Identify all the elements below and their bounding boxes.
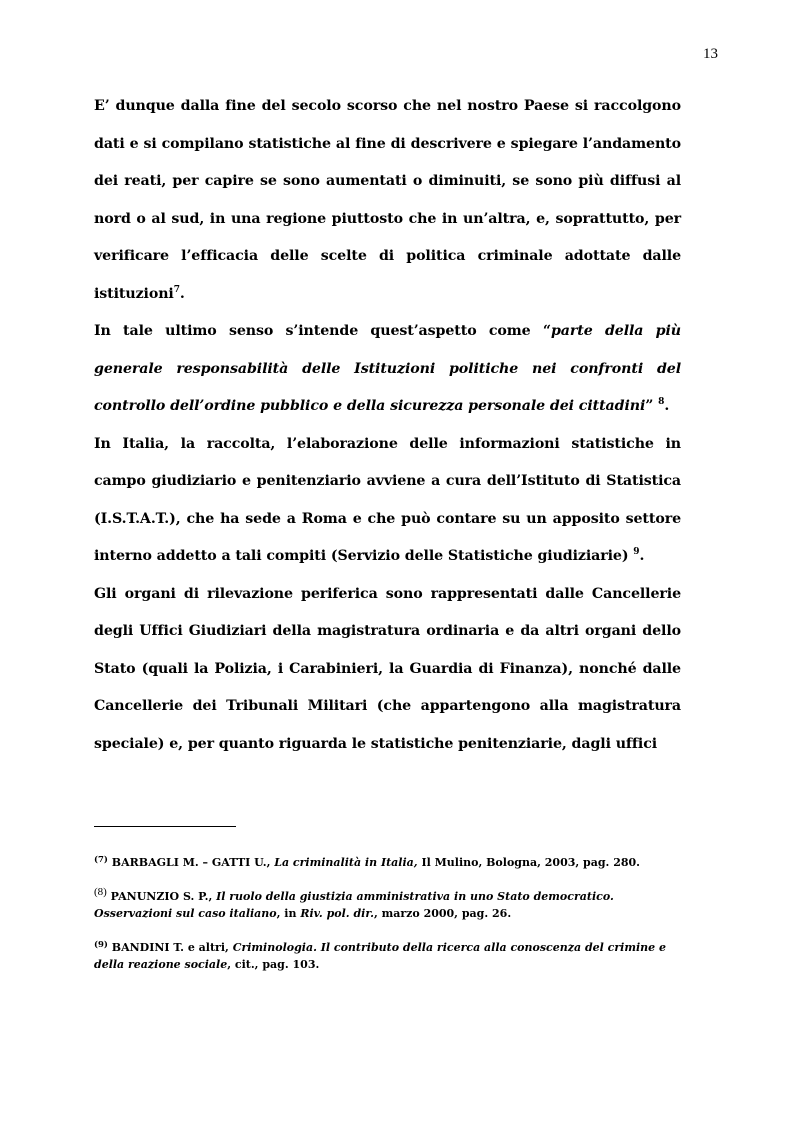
paragraph-text: Gli organi di rilevazione periferica sono rappresentati dalle Cancellerie degli Uffici Giudiziari della magistratura ordinaria e da altri organi dello Stato (quali la Polizia, i Carabinieri, la Guardia di Finanza), nonché dalle Cancellerie dei Tribunali Militari (che appartengono alla magistratura speciale) e, per quanto riguarda le statistiche penitenziarie, dagli uffici — [94, 585, 681, 752]
footnote-7 — [94, 854, 684, 871]
footnote-8 — [94, 888, 684, 922]
footnote-journal: Riv. pol. dir. — [300, 907, 374, 920]
footnotes — [94, 854, 684, 990]
paragraph-2 — [94, 313, 681, 426]
paragraph-end: . — [179, 285, 185, 302]
paragraph-text: In Italia, la raccolta, l’elaborazione delle informazioni statistiche in campo giudiziario e penitenziario avviene a cura dell’Istituto di Statistica (I.S.T.A.T.), che ha sede a Roma e che può contare su un apposito settore interno addetto a tali compiti (Servizio delle Statistiche giudiziarie) — [94, 435, 681, 564]
footnote-separator — [94, 826, 236, 827]
footnote-ref-9[interactable]: 9 — [633, 547, 640, 557]
footnote-9 — [94, 939, 684, 973]
paragraph-1 — [94, 88, 681, 313]
footnote-author: BANDINI T. e altri, — [107, 941, 233, 954]
footnote-ref-7[interactable]: 7 — [173, 284, 180, 295]
footnote-title: Criminologia. Il contributo della ricerca alla conoscenza del crimine e della reazione sociale — [94, 941, 666, 971]
footnote-title: Il ruolo della giustizia amministrativa in uno Stato democratico. Osservazioni sul caso italiano — [94, 890, 614, 920]
footnote-ref-8[interactable]: 8 — [658, 397, 665, 407]
paragraph-end: . — [639, 548, 645, 564]
footnote-mark: (9) — [94, 940, 108, 950]
footnote-mark: (7) — [94, 855, 108, 865]
quoted-text: parte della più generale responsabilità delle Istituzioni politiche nei confronti del controllo dell’ordine pubblico e della sicurezza personale dei cittadini — [94, 323, 682, 414]
footnote-rest: Il Mulino, Bologna, 2003, pag. 280. — [417, 856, 640, 869]
footnote-author: PANUNZIO S. P., — [106, 890, 217, 903]
paragraph-end: . — [664, 398, 670, 414]
page-number: 13 — [703, 46, 718, 62]
footnote-rest: , marzo 2000, pag. 26. — [373, 907, 512, 920]
body-text — [94, 88, 681, 763]
footnote-mark: (8) — [94, 886, 107, 898]
paragraph-4 — [94, 576, 681, 764]
paragraph-text: E’ dunque dalla fine del secolo scorso che nel nostro Paese si raccolgono dati e si compilano statistiche al fine di descrivere e spiegare l’andamento dei reati, per capire se sono aumentati o diminuiti, se sono più diffusi al nord o al sud, in una regione piuttosto che in un’altra, e, soprattutto, per verificare l’efficacia delle scelte di politica criminale adottate dalle istituzioni — [94, 98, 681, 302]
footnote-rest: , cit., pag. 103. — [227, 958, 320, 971]
footnote-mid: , in — [276, 907, 301, 920]
paragraph-3 — [94, 426, 681, 576]
footnote-author: BARBAGLI M. – GATTI U., — [107, 856, 275, 869]
paragraph-text: In tale ultimo senso s’intende quest’aspetto come “ — [94, 323, 551, 339]
paragraph-text: ” — [645, 398, 659, 414]
footnote-title: La criminalità in Italia, — [274, 856, 418, 869]
